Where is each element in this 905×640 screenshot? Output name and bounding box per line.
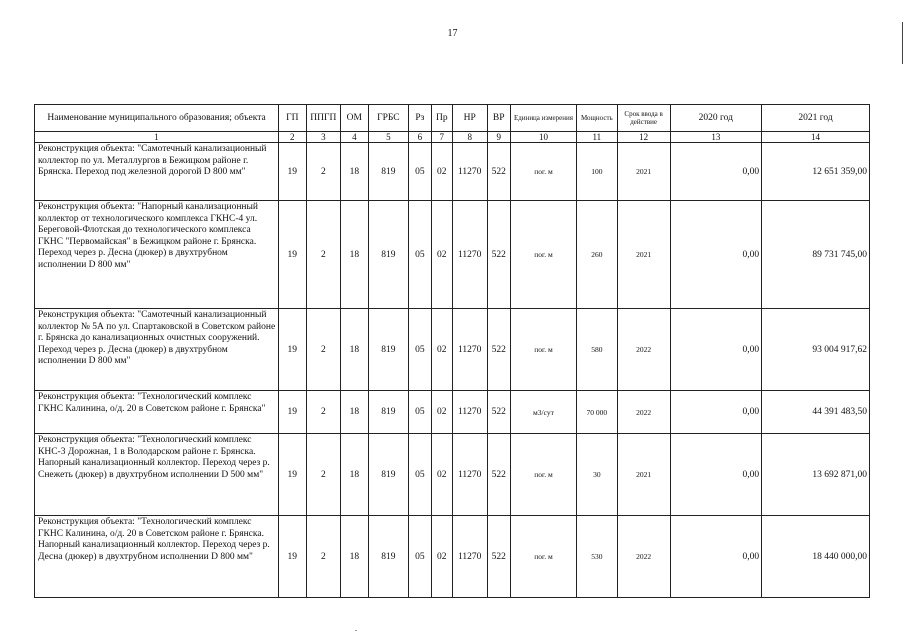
budget-table bbox=[34, 104, 870, 598]
cell-om: 18 bbox=[341, 516, 368, 598]
table-row bbox=[35, 201, 870, 309]
cell-term: 2021 bbox=[617, 201, 670, 309]
cell-rz: 05 bbox=[409, 391, 431, 434]
column-number: 11 bbox=[577, 132, 618, 143]
cell-nr: 11270 bbox=[452, 434, 487, 516]
cell-rz: 05 bbox=[409, 434, 431, 516]
header-vr: ВР bbox=[487, 105, 510, 132]
column-number-row bbox=[35, 132, 870, 143]
column-number: 5 bbox=[368, 132, 409, 143]
cell-pr: 02 bbox=[431, 434, 452, 516]
cell-gp: 19 bbox=[279, 391, 306, 434]
cell-2020: 0,00 bbox=[670, 434, 762, 516]
table-row bbox=[35, 309, 870, 391]
header-pr: Пр bbox=[431, 105, 452, 132]
cell-grbs: 819 bbox=[368, 201, 409, 309]
cell-om: 18 bbox=[341, 309, 368, 391]
cell-ppgp: 2 bbox=[306, 516, 341, 598]
column-number: 8 bbox=[452, 132, 487, 143]
scan-edge-mark bbox=[902, 22, 903, 64]
header-term: Срок ввода в действие bbox=[617, 105, 670, 132]
header-grbs: ГРБС bbox=[368, 105, 409, 132]
cell-2021: 12 651 359,00 bbox=[762, 143, 870, 201]
header-gp: ГП bbox=[279, 105, 306, 132]
column-number: 1 bbox=[35, 132, 279, 143]
cell-unit: м3/сут bbox=[510, 391, 576, 434]
header-ppgp: ППГП bbox=[306, 105, 341, 132]
cell-rz: 05 bbox=[409, 516, 431, 598]
header-2021: 2021 год bbox=[762, 105, 870, 132]
header-unit: Единица измерения bbox=[510, 105, 576, 132]
scan-speck bbox=[355, 630, 357, 631]
header-name: Наименование муниципального образования; объекта bbox=[35, 105, 279, 132]
cell-term: 2022 bbox=[617, 309, 670, 391]
column-number: 4 bbox=[341, 132, 368, 143]
cell-2021: 44 391 483,50 bbox=[762, 391, 870, 434]
cell-2021: 93 004 917,62 bbox=[762, 309, 870, 391]
cell-capacity: 70 000 bbox=[577, 391, 618, 434]
cell-nr: 11270 bbox=[452, 143, 487, 201]
header-capacity: Мощность bbox=[577, 105, 618, 132]
cell-gp: 19 bbox=[279, 309, 306, 391]
cell-term: 2021 bbox=[617, 143, 670, 201]
column-number: 13 bbox=[670, 132, 762, 143]
cell-vr: 522 bbox=[487, 516, 510, 598]
cell-ppgp: 2 bbox=[306, 143, 341, 201]
cell-2021: 18 440 000,00 bbox=[762, 516, 870, 598]
cell-pr: 02 bbox=[431, 309, 452, 391]
column-number: 2 bbox=[279, 132, 306, 143]
cell-term: 2021 bbox=[617, 434, 670, 516]
cell-nr: 11270 bbox=[452, 309, 487, 391]
cell-pr: 02 bbox=[431, 201, 452, 309]
cell-unit: пог. м bbox=[510, 434, 576, 516]
header-row bbox=[35, 105, 870, 132]
object-name: Реконструкция объекта: "Технологический комплекс КНС-3 Дорожная, 1 в Володарском районе г. Брянска. Напорный канализационный коллектор. Переход через р. Снежеть (дюкер) в двухтрубном исполнении D 500 мм" bbox=[35, 434, 279, 516]
cell-ppgp: 2 bbox=[306, 434, 341, 516]
cell-vr: 522 bbox=[487, 434, 510, 516]
cell-unit: пог. м bbox=[510, 143, 576, 201]
cell-2020: 0,00 bbox=[670, 391, 762, 434]
cell-ppgp: 2 bbox=[306, 201, 341, 309]
cell-capacity: 530 bbox=[577, 516, 618, 598]
cell-unit: пог. м bbox=[510, 201, 576, 309]
object-name: Реконструкция объекта: "Самотечный канализационный коллектор по ул. Металлургов в Бежицком районе г. Брянска. Переход под железной дорогой D 800 мм" bbox=[35, 143, 279, 201]
cell-gp: 19 bbox=[279, 434, 306, 516]
cell-2021: 13 692 871,00 bbox=[762, 434, 870, 516]
table-row bbox=[35, 391, 870, 434]
column-number: 12 bbox=[617, 132, 670, 143]
column-number: 6 bbox=[409, 132, 431, 143]
header-rz: Рз bbox=[409, 105, 431, 132]
cell-om: 18 bbox=[341, 201, 368, 309]
cell-om: 18 bbox=[341, 434, 368, 516]
cell-grbs: 819 bbox=[368, 309, 409, 391]
cell-unit: пог. м bbox=[510, 516, 576, 598]
cell-grbs: 819 bbox=[368, 143, 409, 201]
cell-gp: 19 bbox=[279, 201, 306, 309]
header-2020: 2020 год bbox=[670, 105, 762, 132]
table-row bbox=[35, 516, 870, 598]
cell-nr: 11270 bbox=[452, 391, 487, 434]
object-name: Реконструкция объекта: "Технологический комплекс ГКНС Калинина, о/д. 20 в Советском районе г. Брянска" bbox=[35, 391, 279, 434]
cell-gp: 19 bbox=[279, 143, 306, 201]
cell-om: 18 bbox=[341, 391, 368, 434]
object-name: Реконструкция объекта: "Самотечный канализационный коллектор № 5А по ул. Спартаковской в Советском районе г. Брянска до канализационных очистных сооружений. Переход через р. Десна (дюкер) в двухтрубном исполнении D 800 мм" bbox=[35, 309, 279, 391]
page-number: 17 bbox=[447, 28, 458, 39]
column-number: 14 bbox=[762, 132, 870, 143]
cell-capacity: 580 bbox=[577, 309, 618, 391]
cell-rz: 05 bbox=[409, 201, 431, 309]
cell-rz: 05 bbox=[409, 309, 431, 391]
cell-vr: 522 bbox=[487, 143, 510, 201]
cell-pr: 02 bbox=[431, 391, 452, 434]
cell-capacity: 260 bbox=[577, 201, 618, 309]
table-row bbox=[35, 143, 870, 201]
cell-gp: 19 bbox=[279, 516, 306, 598]
cell-om: 18 bbox=[341, 143, 368, 201]
cell-grbs: 819 bbox=[368, 516, 409, 598]
cell-grbs: 819 bbox=[368, 391, 409, 434]
cell-unit: пог. м bbox=[510, 309, 576, 391]
column-number: 7 bbox=[431, 132, 452, 143]
cell-rz: 05 bbox=[409, 143, 431, 201]
cell-grbs: 819 bbox=[368, 434, 409, 516]
cell-capacity: 100 bbox=[577, 143, 618, 201]
column-number: 3 bbox=[306, 132, 341, 143]
cell-2020: 0,00 bbox=[670, 143, 762, 201]
cell-vr: 522 bbox=[487, 309, 510, 391]
cell-2020: 0,00 bbox=[670, 516, 762, 598]
cell-2021: 89 731 745,00 bbox=[762, 201, 870, 309]
column-number: 10 bbox=[510, 132, 576, 143]
object-name: Реконструкция объекта: "Технологический комплекс ГКНС Калинина, о/д. 20 в Советском районе г. Брянска. Напорный канализационный коллектор. Переход через р. Десна (дюкер) в двухтрубном исполнении D 800 мм" bbox=[35, 516, 279, 598]
cell-2020: 0,00 bbox=[670, 201, 762, 309]
header-om: ОМ bbox=[341, 105, 368, 132]
cell-ppgp: 2 bbox=[306, 391, 341, 434]
cell-2020: 0,00 bbox=[670, 309, 762, 391]
table-row bbox=[35, 434, 870, 516]
cell-pr: 02 bbox=[431, 143, 452, 201]
cell-pr: 02 bbox=[431, 516, 452, 598]
cell-nr: 11270 bbox=[452, 201, 487, 309]
object-name: Реконструкция объекта: "Напорный канализационный коллектор от технологического комплекса ГКНС-4 ул. Береговой-Флотская до технологического комплекса ГКНС "Первомайская" в Бежицком районе г. Брянска. Переход через р. Десна (дюкер) в двухтрубном исполнении D 800 мм" bbox=[35, 201, 279, 309]
cell-vr: 522 bbox=[487, 391, 510, 434]
cell-vr: 522 bbox=[487, 201, 510, 309]
cell-capacity: 30 bbox=[577, 434, 618, 516]
header-nr: НР bbox=[452, 105, 487, 132]
cell-term: 2022 bbox=[617, 391, 670, 434]
cell-nr: 11270 bbox=[452, 516, 487, 598]
cell-ppgp: 2 bbox=[306, 309, 341, 391]
cell-term: 2022 bbox=[617, 516, 670, 598]
column-number: 9 bbox=[487, 132, 510, 143]
